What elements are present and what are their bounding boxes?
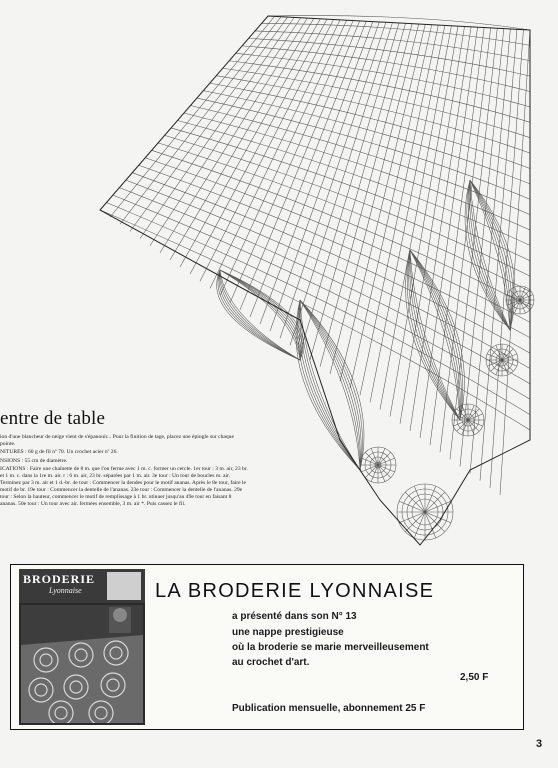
cover-masthead-title: BRODERIE <box>23 572 96 586</box>
ad-price: 2,50 F <box>460 672 489 683</box>
article-paragraph: NSIONS : 55 cm de diamètre. <box>0 457 68 464</box>
article-title: entre de table <box>0 408 106 429</box>
ad-text-line: au crochet d'art. <box>232 657 310 668</box>
article-paragraph: ion d'une blancheur de neige vient de s'épanouir... Pour la finition de tage, placez une épingle sur chaque pointe. <box>0 434 234 447</box>
cover-masthead <box>19 569 145 603</box>
ad-title: LA BRODERIE LYONNAISE <box>155 580 435 602</box>
cover-inset <box>107 572 141 600</box>
article-body <box>0 434 248 509</box>
ad-text-line: une nappe prestigieuse <box>232 627 344 638</box>
magazine-cover-image <box>19 569 145 725</box>
ad-text-line: a présenté dans son N° 13 <box>232 611 357 622</box>
ad-subscription: Publication mensuelle, abonnement 25 F <box>232 703 426 714</box>
article-paragraph: NITURES : 60 g de fil nº 70. Un crochet acier nº 26. <box>0 449 118 456</box>
cover-masthead-subtitle: Lyonnaise <box>49 586 82 595</box>
article-paragraph: ICATIONS : Faire une chaînette de 8 m. que l'on ferme avec 1 m. c. former un cercle. 1er tour : 3 m. air, 23 br. et 1 m. c. dans la 1re m. air. r : 6 m. air, 23 br. séparées par 1 m. air. 3e tour : Un tour de boucles m. air. Terminez par 3 m. air et 1 d.-br. 4e tour : Commencer la dendes pour le motif ananas. Après le 8e tour, faire le motif de br. 19e tour : Commencer la dentelle de l'ananas. 23e tour : Commencer la dentelle de l'ananas. 29e tour : Selon la hauteur, commencer le motif de remplissage à 1 br. ntinuer jusqu'au 49e tour en faisant 8 ananas. 50e tour : Un tour avec air. fermées ensemble, 3 m. air *. Puis cassez le fil. <box>0 466 248 507</box>
ad-text-line: où la broderie se marie merveilleusement <box>232 642 429 653</box>
cover-photo <box>21 605 143 723</box>
page-number: 3 <box>536 738 543 750</box>
